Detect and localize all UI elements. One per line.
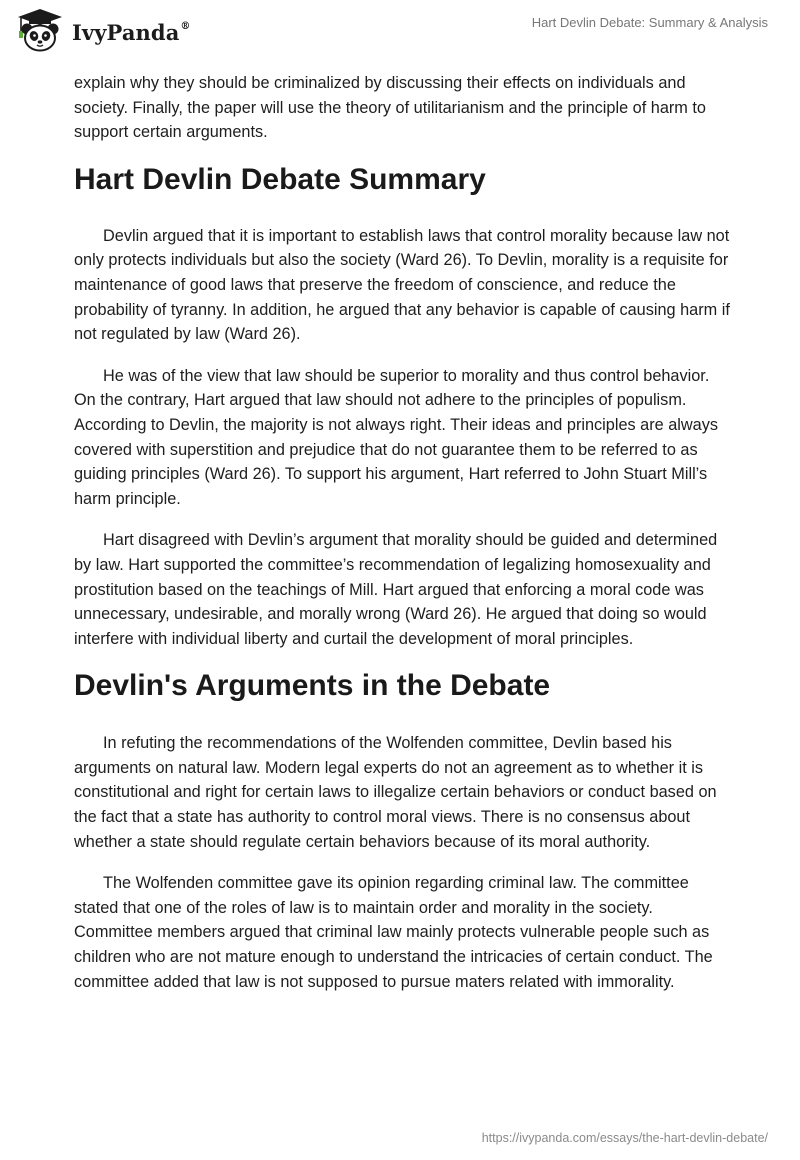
panda-graduation-cap-icon [14, 8, 66, 52]
paragraph: He was of the view that law should be superior to morality and thus control behavior. On the contrary, Hart argued that law should not adhere to the principles of populism. According to Devlin, the majority is not always right. Their ideas and principles are always covered with superstition and prejudice that do not guarantee them to be referred to as guiding principles (Ward 26). To support his argument, Hart referred to John Stuart Mill’s harm principle. [74, 366, 719, 508]
paragraph: Devlin argued that it is important to establish laws that control morality because law not only protects individuals but also the society (Ward 26). To Devlin, morality is a requisite for maintenance of good laws that preserve the freedom of conscience, and reduce the probability of tyranny. In addition, he argued that any behavior is capable of causing harm if not regulated by law (Ward 26). [74, 226, 730, 344]
paragraph: Hart disagreed with Devlin’s argument that morality should be guided and determined by law. Hart supported the committee’s recommendation of legalizing homosexuality and prostitution based on the teachings of Mill. Hart argued that enforcing a moral code was unnecessary, undesirable, and morally wrong (Ward 26). He argued that doing so would interfere with individual liberty and curtail the development of moral principles. [74, 531, 718, 648]
paragraph: The Wolfenden committee gave its opinion regarding criminal law. The committee stated that one of the roles of law is to maintain order and morality in the society. Committee members argued that criminal law mainly protects vulnerable people such as children who are not mature enough to understand the intricacies of certain conduct. The committee added that law is not supposed to pursue maters related with immorality. [74, 874, 713, 991]
ivypanda-logo[interactable] [14, 8, 191, 52]
source-url[interactable]: https://ivypanda.com/essays/the-hart-devlin-debate/ [481, 1131, 768, 1145]
brand-name: IvyPanda® [72, 19, 191, 45]
section-heading-devlin-arguments: Devlin's Arguments in the Debate [74, 669, 551, 703]
intro-paragraph: explain why they should be criminalized by discussing their effects on individuals and society. Finally, the paper will use the theory of utilitarianism and the principle of harm to support certain arguments. [74, 74, 706, 142]
article-body [74, 71, 734, 1011]
registered-mark: ® [180, 20, 191, 32]
page-title: Hart Devlin Debate: Summary & Analysis [531, 15, 768, 30]
section-heading-summary: Hart Devlin Debate Summary [74, 162, 486, 196]
paragraph: In refuting the recommendations of the Wolfenden committee, Devlin based his arguments on natural law. Modern legal experts do not an agreement as to whether it is constitutional and right for certain laws to illegalize certain behaviors or conduct based on the fact that a state has authority to control moral views. There is no consensus about whether a state should regulate certain behaviors because of its moral authority. [74, 734, 717, 851]
page-header [0, 0, 800, 70]
